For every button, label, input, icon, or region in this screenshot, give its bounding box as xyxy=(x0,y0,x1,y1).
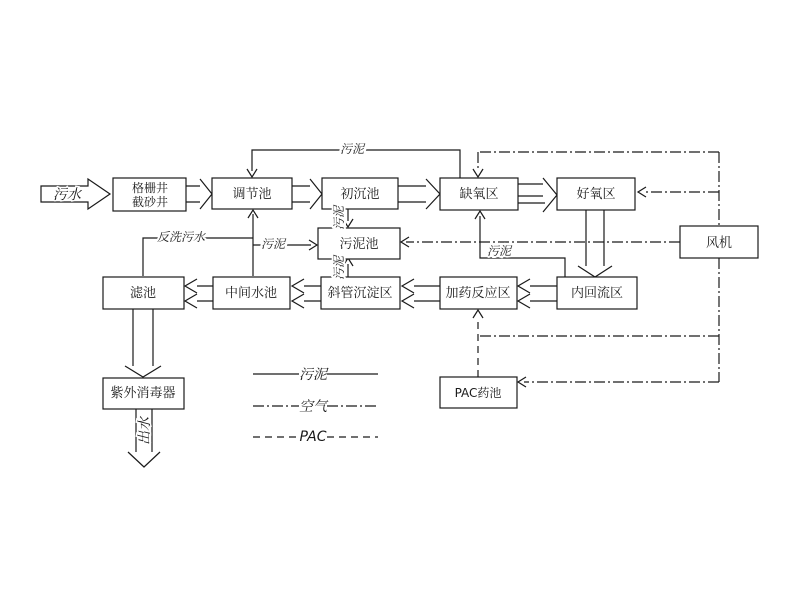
double-arrow-reflux-to-dosing xyxy=(518,279,557,308)
sludge-up-label-rotated: 污泥 xyxy=(332,255,346,281)
inflow-label: 污水 xyxy=(53,187,81,203)
sludge-branch-label: 污泥 xyxy=(260,237,286,251)
filter-tank-label: 滤池 xyxy=(129,286,157,301)
legend-pac-label: PAC xyxy=(299,429,327,445)
block-arrow-aerobic-to-reflux xyxy=(578,210,612,277)
anoxic-zone-label: 缺氧区 xyxy=(459,187,499,202)
pac-arrow-into-dosing-zone xyxy=(473,310,483,318)
air-arrow-into-aerobic xyxy=(638,187,646,197)
blower-label: 风机 xyxy=(705,236,733,251)
air-line-top-to-anoxic xyxy=(478,152,719,170)
dosing-reaction-label: 加药反应区 xyxy=(445,286,511,301)
sludge-tank-label: 污泥池 xyxy=(339,237,379,252)
double-arrow-inclined-to-intermediate xyxy=(292,279,321,308)
inclined-tube-label: 斜管沉淀区 xyxy=(327,286,393,301)
sludge-down-label-rotated: 污泥 xyxy=(332,205,346,231)
block-arrow-anoxic-to-aerobic xyxy=(518,178,557,212)
internal-reflux-label: 内回流区 xyxy=(570,286,624,301)
block-arrow-primary-to-anoxic xyxy=(398,179,440,209)
block-arrow-filter-to-uv xyxy=(125,309,161,377)
air-arrow-into-anoxic xyxy=(473,169,483,177)
double-arrow-intermediate-to-filter xyxy=(185,279,213,308)
block-arrow-regulating-to-primary xyxy=(292,179,322,209)
aerobic-zone-label: 好氧区 xyxy=(576,187,616,202)
block-arrow-grit-to-regulating xyxy=(186,179,212,209)
legend-air-label: 空气 xyxy=(299,399,327,415)
grit-well-label-line1: 格栅井 xyxy=(131,181,169,195)
grit-well-label-line2: 截砂井 xyxy=(131,195,169,209)
uv-disinfector-label: 紫外消毒器 xyxy=(110,386,176,401)
primary-sedimentation-label: 初沉池 xyxy=(340,187,380,202)
outflow-label-rotated: 出水 xyxy=(137,417,153,445)
pac-dosing-tank-label: PAC药池 xyxy=(454,386,502,400)
legend-sludge-label: 污泥 xyxy=(299,367,327,383)
regulating-tank-label: 调节池 xyxy=(232,187,272,202)
double-arrow-dosing-to-inclined xyxy=(402,279,440,308)
sludge-return-top-label: 污泥 xyxy=(339,142,365,156)
reflux-sludge-label: 污泥 xyxy=(486,244,512,258)
intermediate-tank-label: 中间水池 xyxy=(224,286,278,301)
backwash-label: 反洗污水 xyxy=(156,230,206,244)
